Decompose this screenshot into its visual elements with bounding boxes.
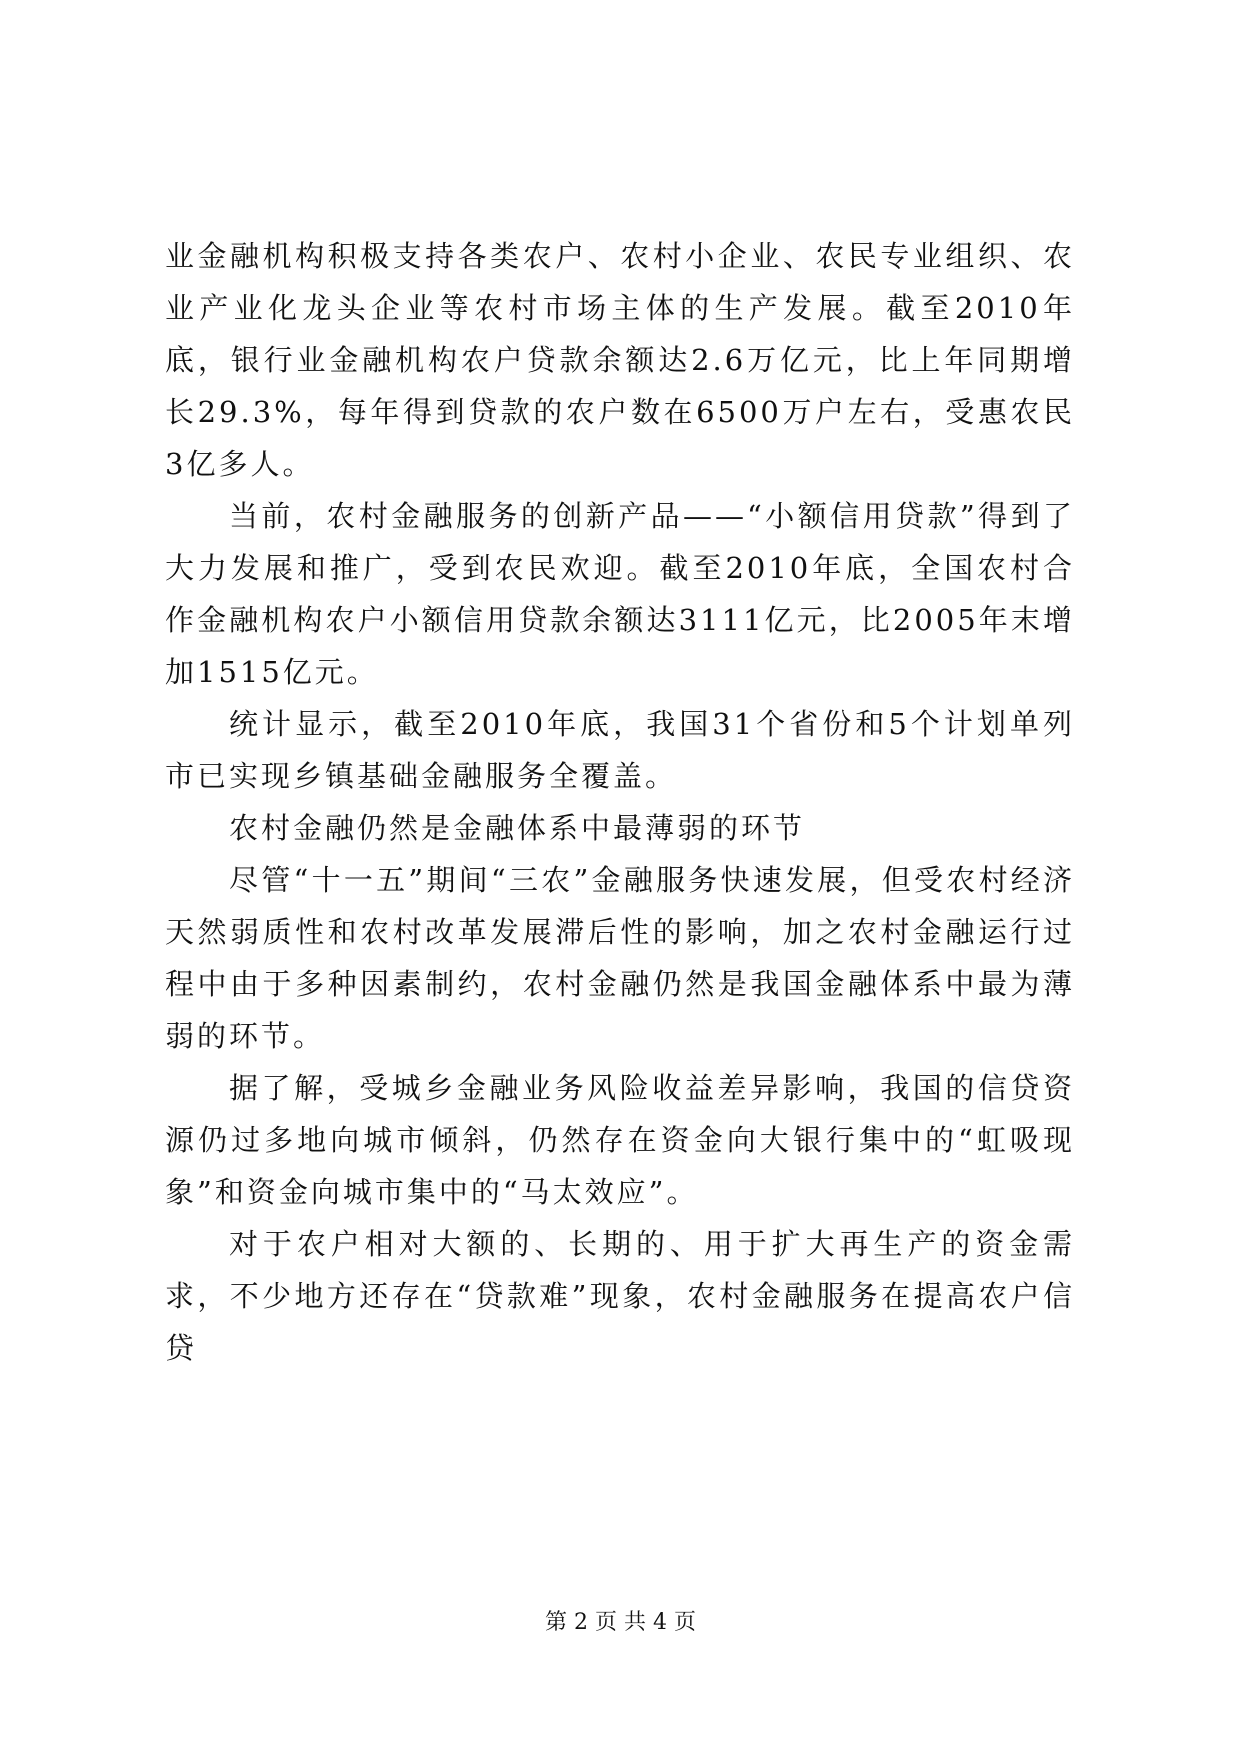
paragraph-microcredit: 当前，农村金融服务的创新产品——“小额信用贷款”得到了大力发展和推广，受到农民欢迎。截至2010年底，全国农村合作金融机构农户小额信用贷款余额达3111亿元，比2005年末增加1515亿元。 [165,499,1075,689]
paragraph-statistics: 统计显示，截至2010年底，我国31个省份和5个计划单列市已实现乡镇基础金融服务全覆盖。 [165,707,1075,793]
page-number-footer: 第 2 页 共 4 页 [545,1610,696,1635]
document-body [165,230,1075,1374]
paragraph-loan-difficulty: 对于农户相对大额的、长期的、用于扩大再生产的资金需求，不少地方还存在“贷款难”现象，农村金融服务在提高农户信贷 [165,1227,1075,1365]
paragraph-continuation: 业金融机构积极支持各类农户、农村小企业、农民专业组织、农业产业化龙头企业等农村市场主体的生产发展。截至2010年底，银行业金融机构农户贷款余额达2.6万亿元，比上年同期增长29.3%，每年得到贷款的农户数在6500万户左右，受惠农民3亿多人。 [165,239,1075,481]
section-heading: 农村金融仍然是金融体系中最薄弱的环节 [229,811,806,845]
paragraph-weak-link: 尽管“十一五”期间“三农”金融服务快速发展，但受农村经济天然弱质性和农村改革发展滞后性的影响，加之农村金融运行过程中由于多种因素制约，农村金融仍然是我国金融体系中最为薄弱的环节。 [165,863,1075,1053]
paragraph-credit-tilt: 据了解，受城乡金融业务风险收益差异影响，我国的信贷资源仍过多地向城市倾斜，仍然存在资金向大银行集中的“虹吸现象”和资金向城市集中的“马太效应”。 [165,1071,1075,1209]
